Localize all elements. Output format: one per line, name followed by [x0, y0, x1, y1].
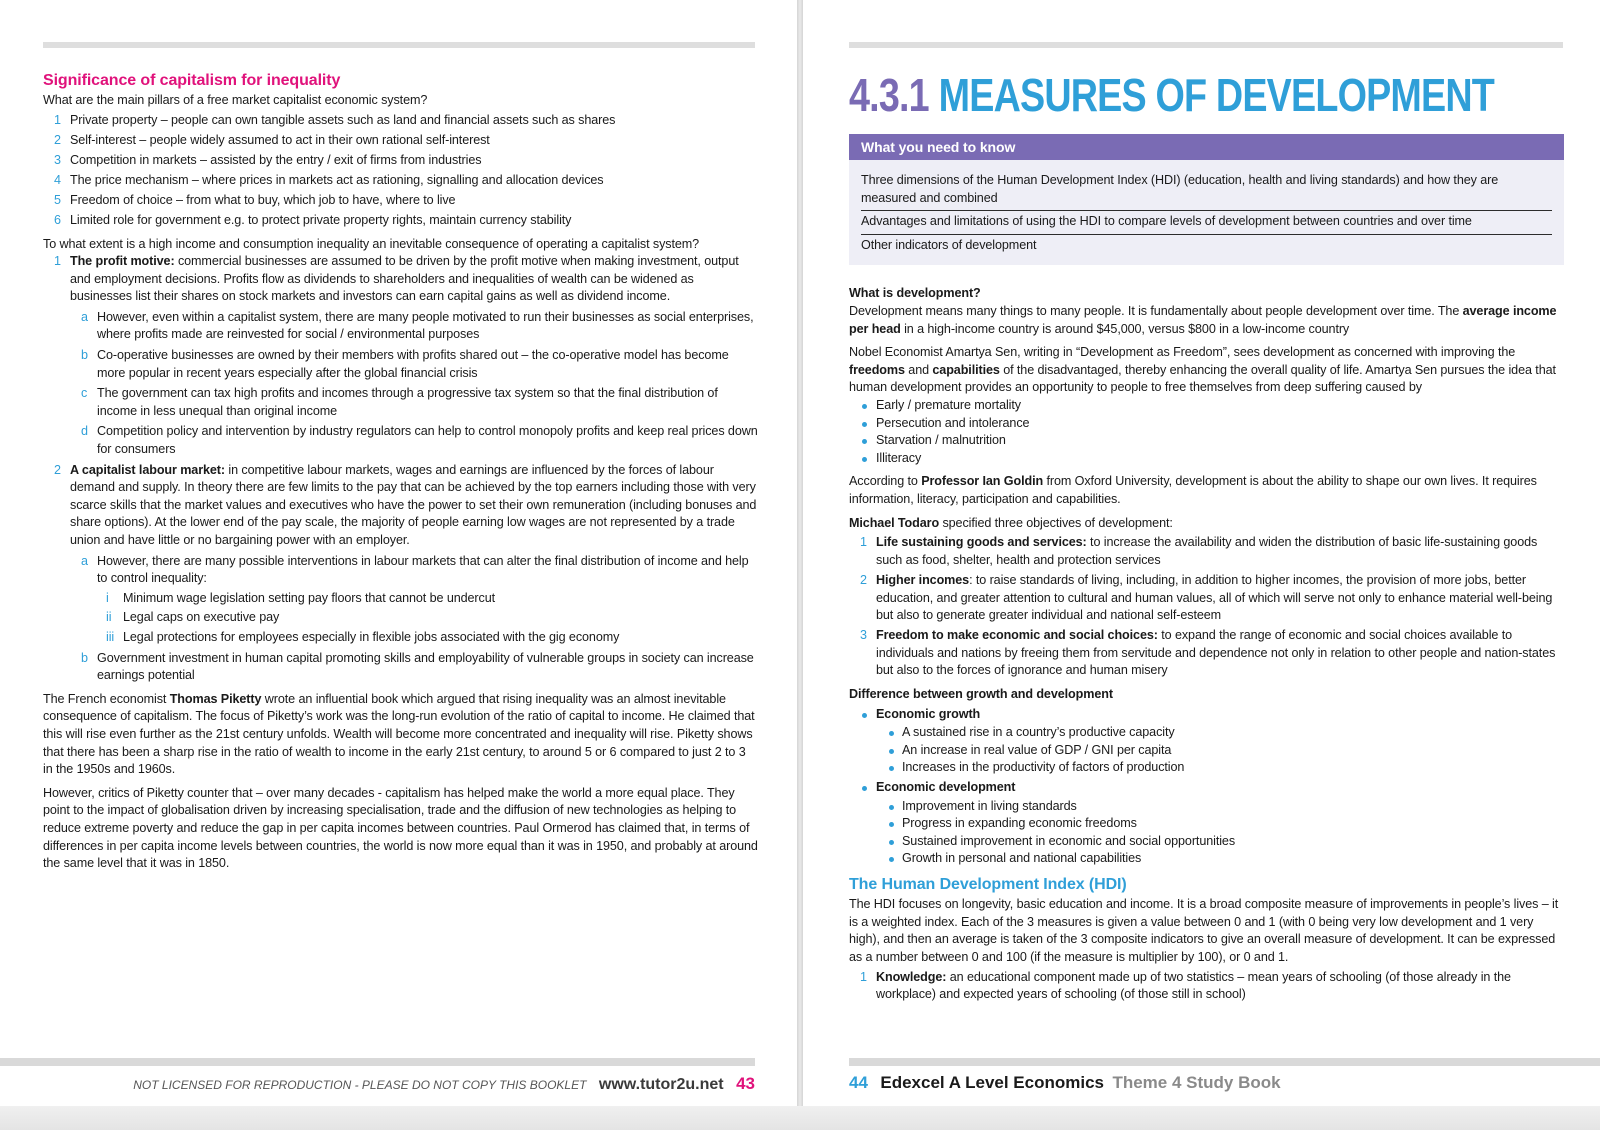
bullet-item: Illiteracy [849, 450, 1564, 468]
footer-rule [0, 1058, 755, 1066]
bullet-sub-item: An increase in real value of GDP / GNI per capita [849, 742, 1564, 760]
box-row: Other indicators of development [861, 237, 1037, 252]
list-item: 2 Self-interest – people widely assumed to act in their own rational self-interest [54, 132, 490, 147]
question-inequality: To what extent is a high income and consumption inequality an inevitable consequence of operating a capitalist system? [43, 236, 700, 251]
site-link[interactable]: www.tutor2u.net [598, 1076, 724, 1093]
box-row: Advantages and limitations of using the HDI to compare levels of development between countries and over time [861, 211, 1552, 235]
pillars-list [43, 112, 758, 230]
bullet-sub-item: A sustained rise in a country’s productive capacity [849, 724, 1564, 742]
question-pillars: What are the main pillars of a free market capitalist economic system? [43, 93, 428, 107]
sub-item: a However, even within a capitalist system, there are many people motivated to run their businesses as social enterprises, where profits made are reinvested for social / environmental purposes [81, 309, 754, 342]
top-rule [43, 42, 755, 48]
left-page [0, 0, 797, 1130]
list-item: 3 Freedom to make economic and social choices: to expand the range of economic and social choices available to individuals and nations by freeing them from servitude and dependence not only in relation to other people and nation-states but also to the forces of ignorance and human misery [860, 628, 1556, 678]
top-rule [849, 42, 1563, 48]
bullet-sub-item: Sustained improvement in economic and social opportunities [849, 833, 1564, 851]
bullet-item: Early / premature mortality [849, 397, 1564, 415]
page-number: 43 [736, 1074, 755, 1093]
sub-item: b Government investment in human capital promoting skills and employability of vulnerable groups in society can increase earnings potential [81, 650, 754, 683]
right-content [849, 70, 1564, 1004]
critics-paragraph: However, critics of Piketty counter that – over many decades - capitalism has helped make the world a more equal place. They point to the impact of globalisation driven by increasing specialisation, trade and the diffusion of new technologies as helping to reduce extreme poverty and reduce the gap in per capita incomes between countries. Paul Ormerod has claimed that, in terms of differences in per capita income levels between countries, the world is now more equal than it was in 1950, and probably at around the same level that it was in 1850. [43, 785, 758, 871]
box-body [849, 160, 1564, 265]
list-item: 6 Limited role for government e.g. to protect private property rights, maintain currency stability [54, 212, 572, 227]
sen-paragraph: Nobel Economist Amartya Sen, writing in “Development as Freedom”, sees development as concerned with improving the freedoms and capabilities of the disadvantaged, thereby enhancing the overall quality of life. Amartya Sen pursues the idea that human development provides an opportunity to people to free themselves from deep suffering caused by [849, 345, 1556, 395]
section-title: Significance of capitalism for inequality [43, 72, 341, 89]
bullet-sub-item: Growth in personal and national capabilities [849, 850, 1564, 868]
piketty-paragraph: The French economist Thomas Piketty wrote an influential book which argued that rising inequality was an almost inevitable consequence of capitalism. The focus of Piketty’s work was the long-run evolution of the ratio of capital to income. He claimed that this will rise even further as the 21st century unfolds. Wealth will become more concentrated and inequality will rise. Piketty shows that there has been a sharp rise in the ratio of wealth to income in the early 21st century, to around 5 or 6 compared to just 2 to 3 in the 1950s and 1960s. [43, 691, 755, 777]
right-footer [849, 1073, 1281, 1093]
chapter-title [849, 69, 1495, 121]
sub-item: d Competition policy and intervention by industry regulators can help to control monopoly profits and keep real prices down for consumers [81, 424, 758, 457]
list-item-labour-market: 2 A capitalist labour market: in competitive labour markets, wages and earnings are influenced by the forces of labour demand and supply. In theory there are few limits to the pay that can be achieved by the top earners including those with very scarce skills that the market values and executives who have the power to set their own remuneration (including bonuses and share options). At the lower end of the pay scale, the majority of people earning low wages are not represented by a trade union and have little or no bargaining power with an employer. [54, 462, 757, 547]
licence-note: NOT LICENSED FOR REPRODUCTION - PLEASE DO NOT COPY THIS BOOKLET [133, 1078, 587, 1092]
list-item: 1 Knowledge: an educational component made up of two statistics – mean years of schooling (of those already in the workplace) and expected years of schooling (of those still in school) [860, 969, 1511, 1002]
left-content [43, 70, 758, 873]
sub-item: c The government can tax high profits and incomes through a progressive tax system so that the final distribution of income in less unequal than original income [81, 386, 718, 418]
footer-rule [849, 1058, 1600, 1066]
list-item: 4 The price mechanism – where prices in markets act as rationing, signalling and allocation devices [54, 172, 604, 187]
sub-item: b Co-operative businesses are owned by their members with profits shared out – the co-operative model has become more popular in recent years especially after the global financial crisis [81, 348, 729, 380]
bullet-item: Economic development [849, 779, 1564, 797]
list-item-profit-motive: 1 The profit motive: commercial businesses are assumed to be driven by the profit motive when making investment, output and employment decisions. Profits flow as dividends to shareholders and inequalities of wealth can be widened as businesses list their shares on stock markets and investors can earn capital gains as well as dividend income. [54, 254, 739, 304]
bullet-sub-item: Improvement in living standards [849, 798, 1564, 816]
hdi-paragraph: The HDI focuses on longevity, basic education and income. It is a broad composite measure of improvements in people’s lives – it is a weighted index. Each of the 3 measures is given a value between 0 and 1 (with 0 being very low development and 1 very high), and then an average is taken of the 3 composite indicators to give an overall measure of development. It can be expressed as a number between 0 and 100 (if the measure is multiplier by 100), or 0 and 1. [849, 896, 1559, 964]
subsub-item: ii Legal caps on executive pay [106, 610, 280, 625]
list-item: 1 Private property – people can own tangible assets such as land and financial assets such as shares [54, 112, 616, 127]
chapter-number: 4.3.1 [849, 69, 929, 121]
bullet-sub-item: Increases in the productivity of factors of production [849, 759, 1564, 777]
chapter-heading: MEASURES OF DEVELOPMENT [938, 69, 1495, 121]
what-is-development-heading: What is development? [849, 286, 981, 301]
development-paragraph: Development means many things to many people. It is fundamentally about people development over time. The average income per head in a high-income country is around $45,000, versus $800 in a low-income country [849, 303, 1557, 336]
list-item: 1 Life sustaining goods and services: to increase the availability and widen the distribution of basic life-sustaining goods such as food, shelter, health and protection services [860, 535, 1538, 568]
sub-item: a However, there are many possible interventions in labour markets that can alter the final distribution of income and help to control inequality: [81, 553, 749, 586]
book-title: Edexcel A Level Economics [880, 1073, 1104, 1092]
what-you-need-to-know-box [849, 134, 1564, 265]
right-page [803, 0, 1600, 1130]
hdi-heading: The Human Development Index (HDI) [849, 875, 1127, 893]
bullet-item: Starvation / malnutrition [849, 432, 1564, 450]
bullet-sub-item: Progress in expanding economic freedoms [849, 815, 1564, 833]
bullet-item: Persecution and intolerance [849, 415, 1564, 433]
todaro-paragraph: Michael Todaro specified three objectives of development: [849, 515, 1173, 530]
subsub-item: iii Legal protections for employees especially in flexible jobs associated with the gig economy [106, 629, 620, 644]
goldin-paragraph: According to Professor Ian Goldin from Oxford University, development is about the ability to shape our own lives. It requires information, literacy, participation and capabilities. [849, 474, 1537, 506]
list-item: 5 Freedom of choice – from what to buy, which job to have, where to live [54, 192, 456, 207]
box-row: Three dimensions of the Human Development Index (HDI) (education, health and living standards) and how they are measured and combined [861, 170, 1552, 211]
bullet-item: Economic growth [849, 706, 1564, 724]
box-header: What you need to know [849, 134, 1564, 160]
list-item: 2 Higher incomes: to raise standards of living, including, in addition to higher incomes, the provision of more jobs, better education, and greater attention to cultural and human values, all of which will serve not only to enhance material well-being but also to generate greater individual and national self-esteem [860, 573, 1553, 623]
left-footer [0, 1074, 755, 1094]
growth-vs-development-heading: Difference between growth and development [849, 687, 1113, 702]
list-item: 3 Competition in markets – assisted by the entry / exit of firms from industries [54, 152, 482, 167]
page-bottom-shadow [0, 1106, 1600, 1130]
page-number: 44 [849, 1073, 868, 1092]
subsub-item: i Minimum wage legislation setting pay floors that cannot be undercut [106, 590, 496, 605]
book-subtitle: Theme 4 Study Book [1112, 1073, 1281, 1092]
